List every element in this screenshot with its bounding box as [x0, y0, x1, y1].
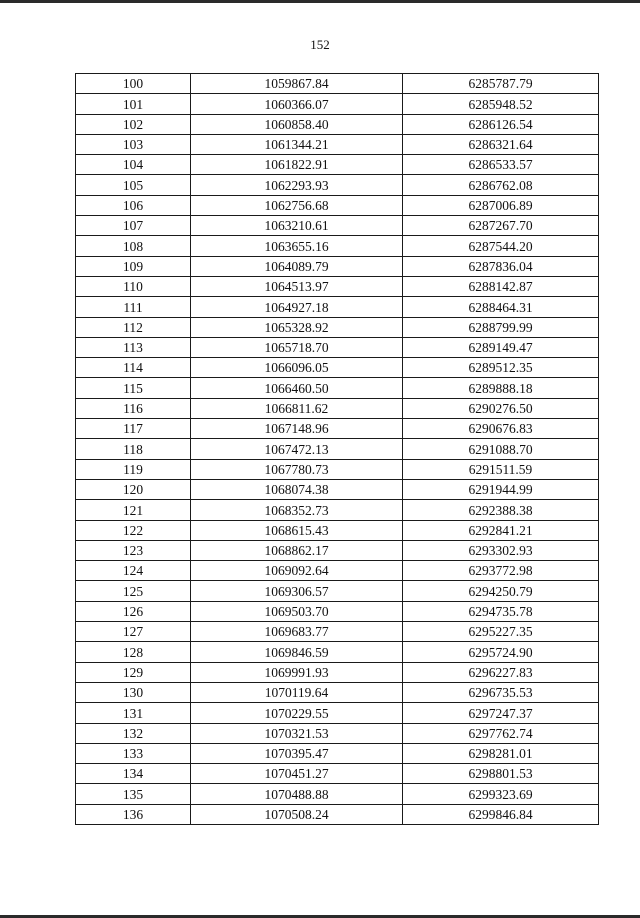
point-number-cell: 120	[76, 479, 191, 499]
table-row	[76, 236, 599, 256]
y-coordinate-cell: 6292388.38	[403, 500, 599, 520]
y-coordinate-cell: 6298281.01	[403, 743, 599, 763]
table-row	[76, 520, 599, 540]
x-coordinate-cell: 1068615.43	[191, 520, 403, 540]
y-coordinate-cell: 6291944.99	[403, 479, 599, 499]
table-row	[76, 459, 599, 479]
table-row	[76, 419, 599, 439]
x-coordinate-cell: 1069991.93	[191, 662, 403, 682]
y-coordinate-cell: 6288799.99	[403, 317, 599, 337]
table-row	[76, 764, 599, 784]
x-coordinate-cell: 1070229.55	[191, 703, 403, 723]
x-coordinate-cell: 1064513.97	[191, 276, 403, 296]
coordinates-table-body	[76, 74, 599, 825]
x-coordinate-cell: 1070488.88	[191, 784, 403, 804]
y-coordinate-cell: 6291088.70	[403, 439, 599, 459]
y-coordinate-cell: 6289149.47	[403, 337, 599, 357]
x-coordinate-cell: 1066460.50	[191, 378, 403, 398]
page-number: 152	[310, 37, 330, 52]
x-coordinate-cell: 1061822.91	[191, 155, 403, 175]
table-row	[76, 256, 599, 276]
point-number-cell: 131	[76, 703, 191, 723]
table-row	[76, 358, 599, 378]
point-number-cell: 108	[76, 236, 191, 256]
y-coordinate-cell: 6292841.21	[403, 520, 599, 540]
y-coordinate-cell: 6299323.69	[403, 784, 599, 804]
x-coordinate-cell: 1064089.79	[191, 256, 403, 276]
y-coordinate-cell: 6291511.59	[403, 459, 599, 479]
table-row	[76, 74, 599, 94]
y-coordinate-cell: 6288464.31	[403, 297, 599, 317]
y-coordinate-cell: 6288142.87	[403, 276, 599, 296]
top-edge-rule	[0, 0, 640, 3]
x-coordinate-cell: 1069503.70	[191, 601, 403, 621]
point-number-cell: 112	[76, 317, 191, 337]
y-coordinate-cell: 6287544.20	[403, 236, 599, 256]
point-number-cell: 103	[76, 134, 191, 154]
y-coordinate-cell: 6290276.50	[403, 398, 599, 418]
x-coordinate-cell: 1068352.73	[191, 500, 403, 520]
point-number-cell: 121	[76, 500, 191, 520]
x-coordinate-cell: 1070119.64	[191, 682, 403, 702]
y-coordinate-cell: 6286321.64	[403, 134, 599, 154]
x-coordinate-cell: 1068074.38	[191, 479, 403, 499]
point-number-cell: 126	[76, 601, 191, 621]
point-number-cell: 102	[76, 114, 191, 134]
y-coordinate-cell: 6293772.98	[403, 561, 599, 581]
table-row	[76, 317, 599, 337]
x-coordinate-cell: 1065328.92	[191, 317, 403, 337]
x-coordinate-cell: 1065718.70	[191, 337, 403, 357]
x-coordinate-cell: 1069683.77	[191, 622, 403, 642]
y-coordinate-cell: 6287836.04	[403, 256, 599, 276]
table-row	[76, 581, 599, 601]
y-coordinate-cell: 6299846.84	[403, 804, 599, 824]
point-number-cell: 116	[76, 398, 191, 418]
table-row	[76, 662, 599, 682]
y-coordinate-cell: 6294735.78	[403, 601, 599, 621]
x-coordinate-cell: 1060858.40	[191, 114, 403, 134]
x-coordinate-cell: 1068862.17	[191, 540, 403, 560]
point-number-cell: 104	[76, 155, 191, 175]
x-coordinate-cell: 1066811.62	[191, 398, 403, 418]
x-coordinate-cell: 1062293.93	[191, 175, 403, 195]
point-number-cell: 134	[76, 764, 191, 784]
point-number-cell: 136	[76, 804, 191, 824]
table-row	[76, 561, 599, 581]
point-number-cell: 105	[76, 175, 191, 195]
x-coordinate-cell: 1066096.05	[191, 358, 403, 378]
table-row	[76, 784, 599, 804]
point-number-cell: 100	[76, 74, 191, 94]
x-coordinate-cell: 1059867.84	[191, 74, 403, 94]
point-number-cell: 127	[76, 622, 191, 642]
y-coordinate-cell: 6286533.57	[403, 155, 599, 175]
y-coordinate-cell: 6297247.37	[403, 703, 599, 723]
y-coordinate-cell: 6296227.83	[403, 662, 599, 682]
point-number-cell: 125	[76, 581, 191, 601]
point-number-cell: 123	[76, 540, 191, 560]
x-coordinate-cell: 1067148.96	[191, 419, 403, 439]
table-row	[76, 398, 599, 418]
table-row	[76, 500, 599, 520]
x-coordinate-cell: 1070508.24	[191, 804, 403, 824]
y-coordinate-cell: 6290676.83	[403, 419, 599, 439]
table-row	[76, 622, 599, 642]
table-row	[76, 378, 599, 398]
y-coordinate-cell: 6286126.54	[403, 114, 599, 134]
y-coordinate-cell: 6295227.35	[403, 622, 599, 642]
point-number-cell: 118	[76, 439, 191, 459]
point-number-cell: 115	[76, 378, 191, 398]
x-coordinate-cell: 1063210.61	[191, 216, 403, 236]
point-number-cell: 119	[76, 459, 191, 479]
x-coordinate-cell: 1070451.27	[191, 764, 403, 784]
x-coordinate-cell: 1070321.53	[191, 723, 403, 743]
x-coordinate-cell: 1067472.13	[191, 439, 403, 459]
y-coordinate-cell: 6295724.90	[403, 642, 599, 662]
y-coordinate-cell: 6294250.79	[403, 581, 599, 601]
table-row	[76, 703, 599, 723]
y-coordinate-cell: 6293302.93	[403, 540, 599, 560]
x-coordinate-cell: 1062756.68	[191, 195, 403, 215]
x-coordinate-cell: 1069092.64	[191, 561, 403, 581]
point-number-cell: 122	[76, 520, 191, 540]
y-coordinate-cell: 6285787.79	[403, 74, 599, 94]
table-row	[76, 114, 599, 134]
y-coordinate-cell: 6297762.74	[403, 723, 599, 743]
y-coordinate-cell: 6287006.89	[403, 195, 599, 215]
point-number-cell: 132	[76, 723, 191, 743]
table-row	[76, 195, 599, 215]
x-coordinate-cell: 1063655.16	[191, 236, 403, 256]
y-coordinate-cell: 6286762.08	[403, 175, 599, 195]
table-row	[76, 723, 599, 743]
table-row	[76, 94, 599, 114]
table-row	[76, 601, 599, 621]
point-number-cell: 129	[76, 662, 191, 682]
table-row	[76, 804, 599, 824]
table-row	[76, 479, 599, 499]
point-number-cell: 111	[76, 297, 191, 317]
table-row	[76, 439, 599, 459]
point-number-cell: 109	[76, 256, 191, 276]
table-row	[76, 682, 599, 702]
table-row	[76, 642, 599, 662]
point-number-cell: 124	[76, 561, 191, 581]
y-coordinate-cell: 6287267.70	[403, 216, 599, 236]
table-row	[76, 175, 599, 195]
x-coordinate-cell: 1069306.57	[191, 581, 403, 601]
point-number-cell: 113	[76, 337, 191, 357]
y-coordinate-cell: 6289888.18	[403, 378, 599, 398]
x-coordinate-cell: 1064927.18	[191, 297, 403, 317]
x-coordinate-cell: 1070395.47	[191, 743, 403, 763]
table-row	[76, 276, 599, 296]
point-number-cell: 135	[76, 784, 191, 804]
coordinates-table	[75, 73, 599, 825]
point-number-cell: 101	[76, 94, 191, 114]
x-coordinate-cell: 1067780.73	[191, 459, 403, 479]
x-coordinate-cell: 1060366.07	[191, 94, 403, 114]
table-row	[76, 155, 599, 175]
y-coordinate-cell: 6285948.52	[403, 94, 599, 114]
table-row	[76, 743, 599, 763]
table-row	[76, 540, 599, 560]
point-number-cell: 110	[76, 276, 191, 296]
table-row	[76, 297, 599, 317]
point-number-cell: 117	[76, 419, 191, 439]
x-coordinate-cell: 1069846.59	[191, 642, 403, 662]
table-row	[76, 337, 599, 357]
point-number-cell: 133	[76, 743, 191, 763]
table-row	[76, 216, 599, 236]
y-coordinate-cell: 6289512.35	[403, 358, 599, 378]
table-row	[76, 134, 599, 154]
point-number-cell: 114	[76, 358, 191, 378]
point-number-cell: 128	[76, 642, 191, 662]
point-number-cell: 106	[76, 195, 191, 215]
x-coordinate-cell: 1061344.21	[191, 134, 403, 154]
y-coordinate-cell: 6296735.53	[403, 682, 599, 702]
point-number-cell: 130	[76, 682, 191, 702]
y-coordinate-cell: 6298801.53	[403, 764, 599, 784]
point-number-cell: 107	[76, 216, 191, 236]
